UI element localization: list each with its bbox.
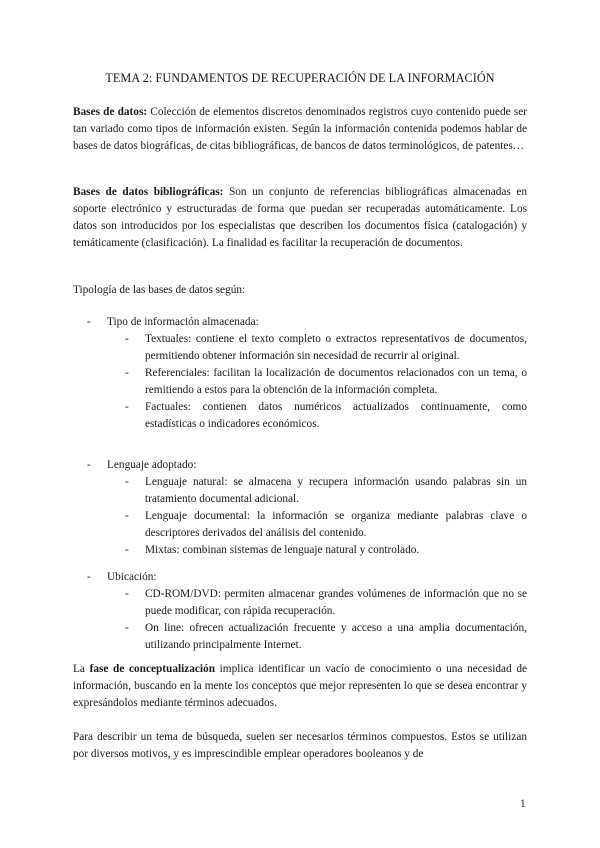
definition-bases-bibliograficas: Son un conjunto de referencias bibliográficas almacenadas en soporte electrónico y estructuradas de forma que puedan ser recuperadas automáticamente. Los datos son introducidos por los especialistas que describen los documentos física (catalogación) y temáticamente (clasificación). La finalidad es facilitar la recuperación de documentos. [73, 186, 527, 249]
paragraph-terminos-compuestos: Para describir un tema de búsqueda, suelen ser necesarios términos compuestos. Estos se utilizan por diversos motivos, y es imprescindible emplear operadores booleanos y de [73, 731, 527, 760]
sublist-item [73, 586, 527, 620]
dash-bullet: - [87, 571, 91, 583]
sublist-item [73, 474, 527, 508]
sublist-item-text: Lenguaje documental: la información se organiza mediante palabras clave o descriptores derivados del análisis del contenido. [145, 510, 527, 539]
list-item-lenguaje-adoptado [73, 457, 527, 559]
dash-bullet: - [125, 622, 129, 634]
term-bases-bibliograficas: Bases de datos bibliográficas: [73, 186, 224, 198]
dash-bullet: - [87, 316, 91, 328]
sublist-item [73, 508, 527, 542]
list-item-tipo-informacion [73, 314, 527, 433]
dash-bullet: - [125, 401, 129, 413]
sublist-ubicacion [73, 586, 527, 654]
sublist-item-text: Referenciales: facilitan la localización de documentos relacionados con un tema, o remitiendo a estos para la obtención de la información completa. [145, 367, 527, 396]
fase-prefix: La [73, 663, 90, 675]
sublist-lenguaje-adoptado [73, 474, 527, 559]
dash-bullet: - [125, 588, 129, 600]
term-bases-de-datos: Bases de datos: [73, 106, 148, 118]
page-number: 1 [520, 798, 526, 810]
term-fase-conceptualizacion: fase de conceptualización [89, 663, 215, 675]
sublist-item-text: Mixtas: combinan sistemas de lenguaje natural y controlado. [145, 544, 420, 556]
paragraph-fase-conceptualizacion [73, 661, 527, 712]
sublist-item [73, 331, 527, 365]
list-tipo-informacion [73, 314, 527, 433]
list-lenguaje-adoptado [73, 457, 527, 559]
sublist-item-text: Factuales: contienen datos numéricos actualizados continuamente, como estadísticas o indicadores económicos. [145, 401, 527, 430]
definition-fase-conceptualizacion: implica identificar un vacío de conocimiento o una necesidad de información, buscando en la mente los conceptos que mejor representen lo que se desea encontrar y expresándolos mediante términos adecuados. [73, 663, 527, 709]
dash-bullet: - [125, 476, 129, 488]
dash-bullet: - [87, 459, 91, 471]
sublist-tipo-informacion [73, 331, 527, 433]
sublist-item [73, 542, 527, 559]
sublist-item-text: Lenguaje natural: se almacena y recupera información usando palabras sin un tratamiento documental adicional. [145, 476, 527, 505]
sublist-item-text: Textuales: contiene el texto completo o extractos representativos de documentos, permitiendo obtener información sin necesidad de recurrir al original. [145, 333, 527, 362]
dash-bullet: - [125, 544, 129, 556]
paragraph-bases-bibliograficas [73, 184, 527, 252]
sublist-item [73, 365, 527, 399]
paragraph-bases-de-datos [73, 104, 527, 155]
paragraph-tipologia: Tipología de las bases de datos según: [73, 284, 246, 296]
dash-bullet: - [125, 333, 129, 345]
list-item-label: Tipo de información almacenada: [107, 316, 259, 328]
list-item-label: Ubicación: [107, 571, 157, 583]
sublist-item-text: CD-ROM/DVD: permiten almacenar grandes volúmenes de información que no se puede modificar, con rápida recuperación. [145, 588, 527, 617]
list-item-label: Lenguaje adoptado: [107, 459, 197, 471]
sublist-item [73, 620, 527, 654]
dash-bullet: - [125, 367, 129, 379]
document-title: TEMA 2: FUNDAMENTOS DE RECUPERACIÓN DE LA INFORMACIÓN [105, 71, 495, 85]
list-ubicacion [73, 569, 527, 654]
dash-bullet: - [125, 510, 129, 522]
list-item-ubicacion [73, 569, 527, 654]
definition-bases-de-datos: Colección de elementos discretos denominados registros cuyo contenido puede ser tan variado como tipos de información existen. Según la información contenida podemos hablar de bases de datos biográficas, de citas bibliográficas, de bancos de datos terminológicos, de patentes… [73, 106, 527, 152]
sublist-item-text: On line: ofrecen actualización frecuente y acceso a una amplia documentación, utilizando principalmente Internet. [145, 622, 527, 651]
sublist-item [73, 399, 527, 433]
